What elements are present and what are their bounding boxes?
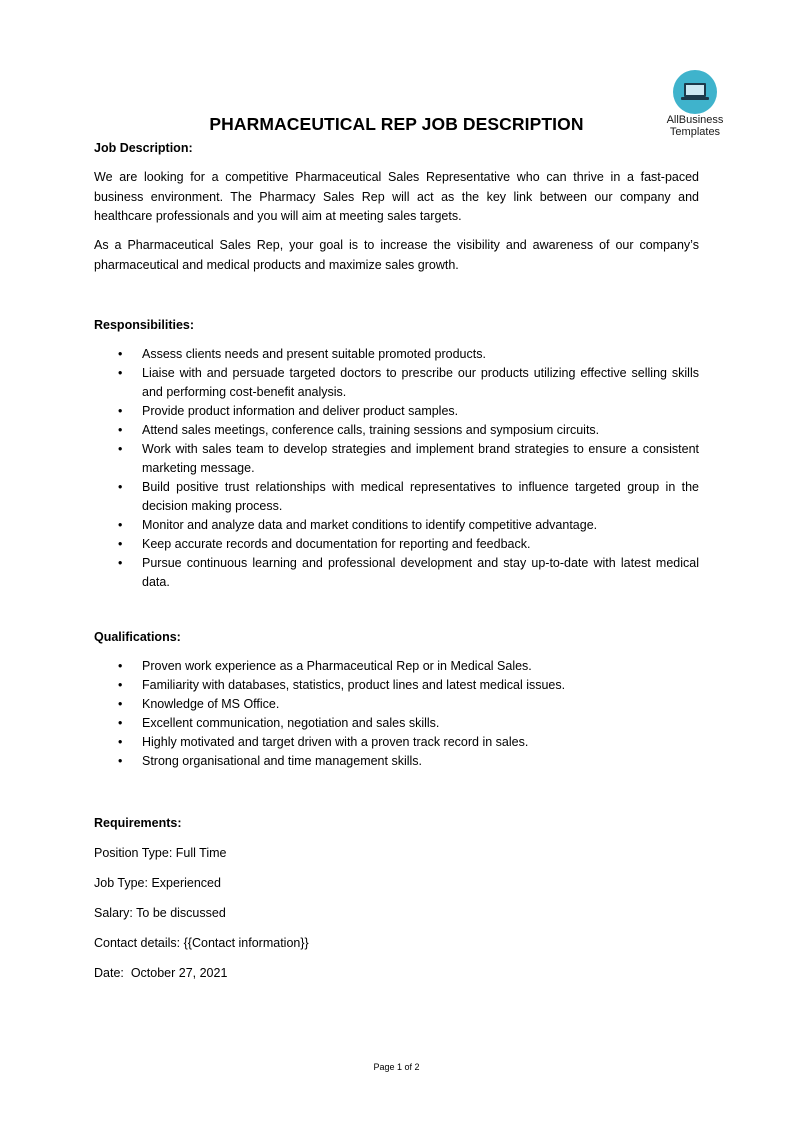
logo-text-line1: AllBusiness [666, 114, 724, 126]
list-item: • Familiarity with databases, statistics, product lines and latest medical issues. [118, 678, 566, 692]
laptop-icon [673, 70, 717, 114]
job-description-paragraph-2: As a Pharmaceutical Sales Rep, your goal is to increase the visibility and awareness of our company’s pharmaceutical and medical products and maximize sales growth. [94, 238, 699, 272]
logo-text-line2: Templates [669, 126, 721, 138]
list-item: • Liaise with and persuade targeted doctors to prescribe our products utilizing effective selling skills and performing cost-benefit analysis. [118, 366, 699, 399]
list-item: • Proven work experience as a Pharmaceutical Rep or in Medical Sales. [118, 659, 532, 673]
responsibilities-heading: Responsibilities: [94, 318, 195, 332]
list-item: • Highly motivated and target driven with a proven track record in sales. [118, 735, 529, 749]
job-description-heading: Job Description: [94, 141, 193, 155]
list-item: • Attend sales meetings, conference calls, training sessions and symposium circuits. [118, 423, 600, 437]
job-type: Job Type: Experienced [94, 876, 221, 890]
page-number: Page 1 of 2 [373, 1062, 420, 1072]
list-item: • Monitor and analyze data and market conditions to identify competitive advantage. [118, 518, 598, 532]
responsibilities-list [94, 345, 699, 592]
requirements-heading: Requirements: [94, 816, 182, 830]
salary: Salary: To be discussed [94, 906, 226, 920]
job-description-paragraph-1: We are looking for a competitive Pharmaceutical Sales Representative who can thrive in a fast-paced business environment. The Pharmacy Sales Rep will act as the key link between our company and healthcare professionals and you will aim at meeting sales targets. [94, 170, 699, 223]
list-item: • Excellent communication, negotiation and sales skills. [118, 716, 440, 730]
list-item: • Assess clients needs and present suitable promoted products. [118, 347, 486, 361]
list-item: • Pursue continuous learning and professional development and stay up-to-date with latest medical data. [118, 556, 699, 589]
position-type: Position Type: Full Time [94, 846, 227, 860]
list-item: • Build positive trust relationships with medical representatives to influence targeted group in the decision making process. [118, 480, 699, 513]
list-item: • Keep accurate records and documentation for reporting and feedback. [118, 537, 531, 551]
contact-details: Contact details: {{Contact information}} [94, 936, 309, 950]
list-item: • Knowledge of MS Office. [118, 697, 280, 711]
qualifications-heading: Qualifications: [94, 630, 181, 644]
list-item: • Provide product information and deliver product samples. [118, 404, 459, 418]
list-item: • Work with sales team to develop strategies and implement brand strategies to ensure a consistent marketing message. [118, 442, 699, 475]
qualifications-list [94, 657, 699, 771]
document-title: PHARMACEUTICAL REP JOB DESCRIPTION [209, 114, 584, 134]
document-date: Date: October 27, 2021 [94, 966, 228, 980]
list-item: • Strong organisational and time management skills. [118, 754, 423, 768]
